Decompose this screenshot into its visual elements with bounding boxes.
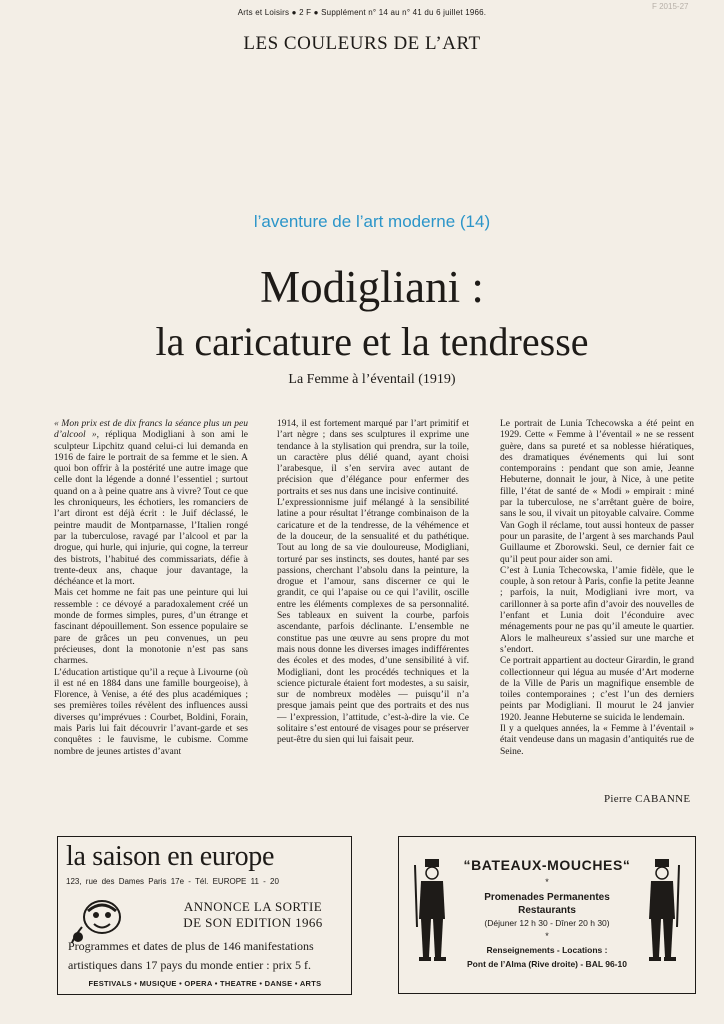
paragraph-text: répliqua Modigliani à son ami le sculpteur Lipchitz quand celui-ci lui demanda en 1916 de faire le portrait de sa femme et le sien. A quoi bon offrir à la postérité une autre image que celle dont la légende a donné l’essentiel ; surtout quand on a à peine quatre ans à vivre? Tout ce que les chroniqueurs, les échotiers, les romanciers de l’art diront est déjà écrit : le Juif déclassé, le peintre maudit de Montparnasse, l’Italien rongé par la tuberculose, ravagé par l’alcool et par la drogue, qui hurle, qui injurie, qui cogne, la terreur des bistrots, l’habitué des commissariats, défie à trente-deux ans, chaque jour davantage, la déchéance et la mort.	[54, 430, 248, 588]
paragraph	[54, 419, 248, 588]
paragraph: Le portrait de Lunia Tchecowska a été peint en 1929. Cette « Femme à l’éventail » ne se ressent guère, dans sa pureté et sa noblesse hiératiques, des dramatiques événements qui lui sont contemporains : pendant que son amie, Jeanne Hebuterne, donnait le jour, à Nice, à une petite fille, l’état de santé de « Modi » empirait : miné par la tuberculose, ne s’arrêtant guère de boire, sans le sou, il vivait un pitoyable calvaire. Comme Van Gogh il réclame, tout aussi honteux de passer pour un parasite, de l’argent à ses marchands Paul Guillaume et Zborowski. Seul, ce dernier fait ce qu’il peut pour aider son ami.	[500, 419, 694, 565]
ad-line: Promenades Permanentes	[484, 892, 610, 903]
ad-line: Restaurants	[518, 905, 576, 916]
ad-line: Renseignements - Locations :	[486, 945, 608, 955]
ad-star-divider: *	[545, 931, 549, 941]
article-column-1	[54, 419, 248, 758]
ad-title: la saison en europe	[66, 841, 275, 872]
paragraph: L’expressionnisme juif mélangé à la sensibilité latine a pour résultat l’étrange combinaison de la caricature et de la tendresse, de la véhémence et de la douceur, de la sensualité et du pathétique. Tout au long de sa vie douloureuse, Modigliani, torturé par ses instincts, ses doutes, hanté par ses passions, cherchant l’absolu dans la peinture, la drogue et l’amour, sans discerner ce qui le grandit, ce qui l’apaise ou ce qui l’avilit, oscille entre les éléments complexes de sa personnalité. Ses tableaux en suivent la courbe, parfois ascendante, parfois déclinante. L’ensemble ne constitue pas une œuvre au sens propre du mot mais nous donne les diverses images indifférentes des écoles et des modes, d’une sensibilité à vif. Modigliani, dont les procédés techniques et la science picturale étaient fort modestes, a su saisir, sur de nombreux modèles — puisqu’il n’a presque jamais peint que des portraits et des nus — l’expression, l’attitude, c’est-à-dire la vie. Ce solitaire s’est entouré de visages pour se préserver peut-être du sien qui lui faisait peur.	[277, 498, 469, 746]
article-column-3	[500, 419, 694, 758]
author-signature: Pierre CABANNE	[604, 793, 691, 805]
ad-title: “BATEAUX-MOUCHES“	[463, 857, 631, 873]
ad-program-line1: Programmes et dates de plus de 146 manifestations	[68, 939, 314, 953]
ad-la-saison-en-europe	[57, 836, 352, 995]
ad-line: (Déjuner 12 h 30 - Dîner 20 h 30)	[484, 918, 610, 928]
theatre-mask-icon	[68, 897, 128, 945]
archive-note: F 2015-27	[652, 2, 689, 11]
article-title-line2: la caricature et la tendresse	[155, 319, 589, 364]
paragraph: Il y a quelques années, la « Femme à l’éventail » était vendeuse dans un magasin d’antiquités rue de Seine.	[500, 724, 694, 757]
ad-footer: FESTIVALS • MUSIQUE • OPERA • THEATRE • DANSE • ARTS	[88, 979, 322, 988]
paragraph: 1914, il est fortement marqué par l’art primitif et l’art nègre ; dans ses sculptures il exprime une tendance à la stylisation qui prendra, sur la toile, un caractère plus délié quand, ayant choisi l’arabesque, il s’en servira avec autant de précision que d’élégance pour enfermer des portraits et ses nus dans une incisive continuité.	[277, 419, 469, 497]
ad-bateaux-mouches	[398, 836, 696, 994]
masthead: LES COULEURS DE L’ART	[243, 33, 481, 54]
publication-header: Arts et Loisirs ● 2 F ● Supplément n° 14 au n° 41 du 6 juillet 1966.	[237, 8, 487, 17]
paragraph: Ce portrait appartient au docteur Girardin, le grand collectionneur qui légua au musée d’Art moderne de la Ville de Paris un magnifique ensemble de toiles contemporaines ; c’est l’un des derniers peints par Modigliani. Il mourut le 24 janvier 1920. Jeanne Hebuterne se suicida le lendemain.	[500, 656, 694, 723]
article-caption: La Femme à l’éventail (1919)	[288, 372, 456, 387]
opening-quote: « Mon prix est de dix francs la séance plus un peu d’alcool »,	[54, 419, 248, 441]
article-column-2	[277, 419, 469, 747]
ad-announce-line1: ANNONCE LA SORTIE	[183, 899, 323, 914]
ad-line: Pont de l’Alma (Rive droite) - BAL 96-10	[467, 959, 627, 969]
paragraph: L’éducation artistique qu’il a reçue à Livourne (où il est né en 1884 dans une famille bourgeoise), à Florence, à Venise, a été des plus académiques ; ses premières toiles révèlent des influences aussi diverses qu’imprévues : Courbet, Boldini, Forain, mais Paris lui fait découvrir l’avant-garde et ses conquêtes : le fauvisme, le cubisme. Comme nombre de jeunes artistes d’avant	[54, 667, 248, 757]
soldier-figure-icon	[409, 857, 455, 969]
soldier-figure-icon	[639, 857, 685, 969]
ad-address: 123, rue des Dames Paris 17e - Tél. EUROPE 11 - 20	[66, 877, 279, 886]
ad-star-divider: *	[545, 877, 549, 887]
ad-announce-line2: DE SON EDITION 1966	[183, 915, 323, 930]
paragraph: C’est à Lunia Tchecowska, l’amie fidèle, que le couple, à son retour à Paris, confie la petite Jeanne ; parfois, la nuit, Modigliani ivre mort, va carillonner à sa porte afin d’avoir des nouvelles de l’enfant et Lunia doit l’éconduire avec ménagements pour ne pas qu’il ameute le quartier. Alors le malheureux s’assied sur une marche et s’endort.	[500, 565, 694, 655]
ad-program-line2: artistiques dans 17 pays du monde entier : prix 5 f.	[68, 958, 311, 972]
series-kicker: l’aventure de l’art moderne (14)	[253, 212, 491, 231]
paragraph: Mais cet homme ne fait pas une peinture qui lui ressemble : ce dévoyé a paradoxalement créé un monde de formes simples, pures, d’un étrange et fascinant dépouillement. Son essence populaire se pare de grâces un peu convenues, un peu précieuses, dont la monotonie n’est pas sans charmes.	[54, 588, 248, 667]
article-title-line1: Modigliani :	[260, 262, 484, 312]
